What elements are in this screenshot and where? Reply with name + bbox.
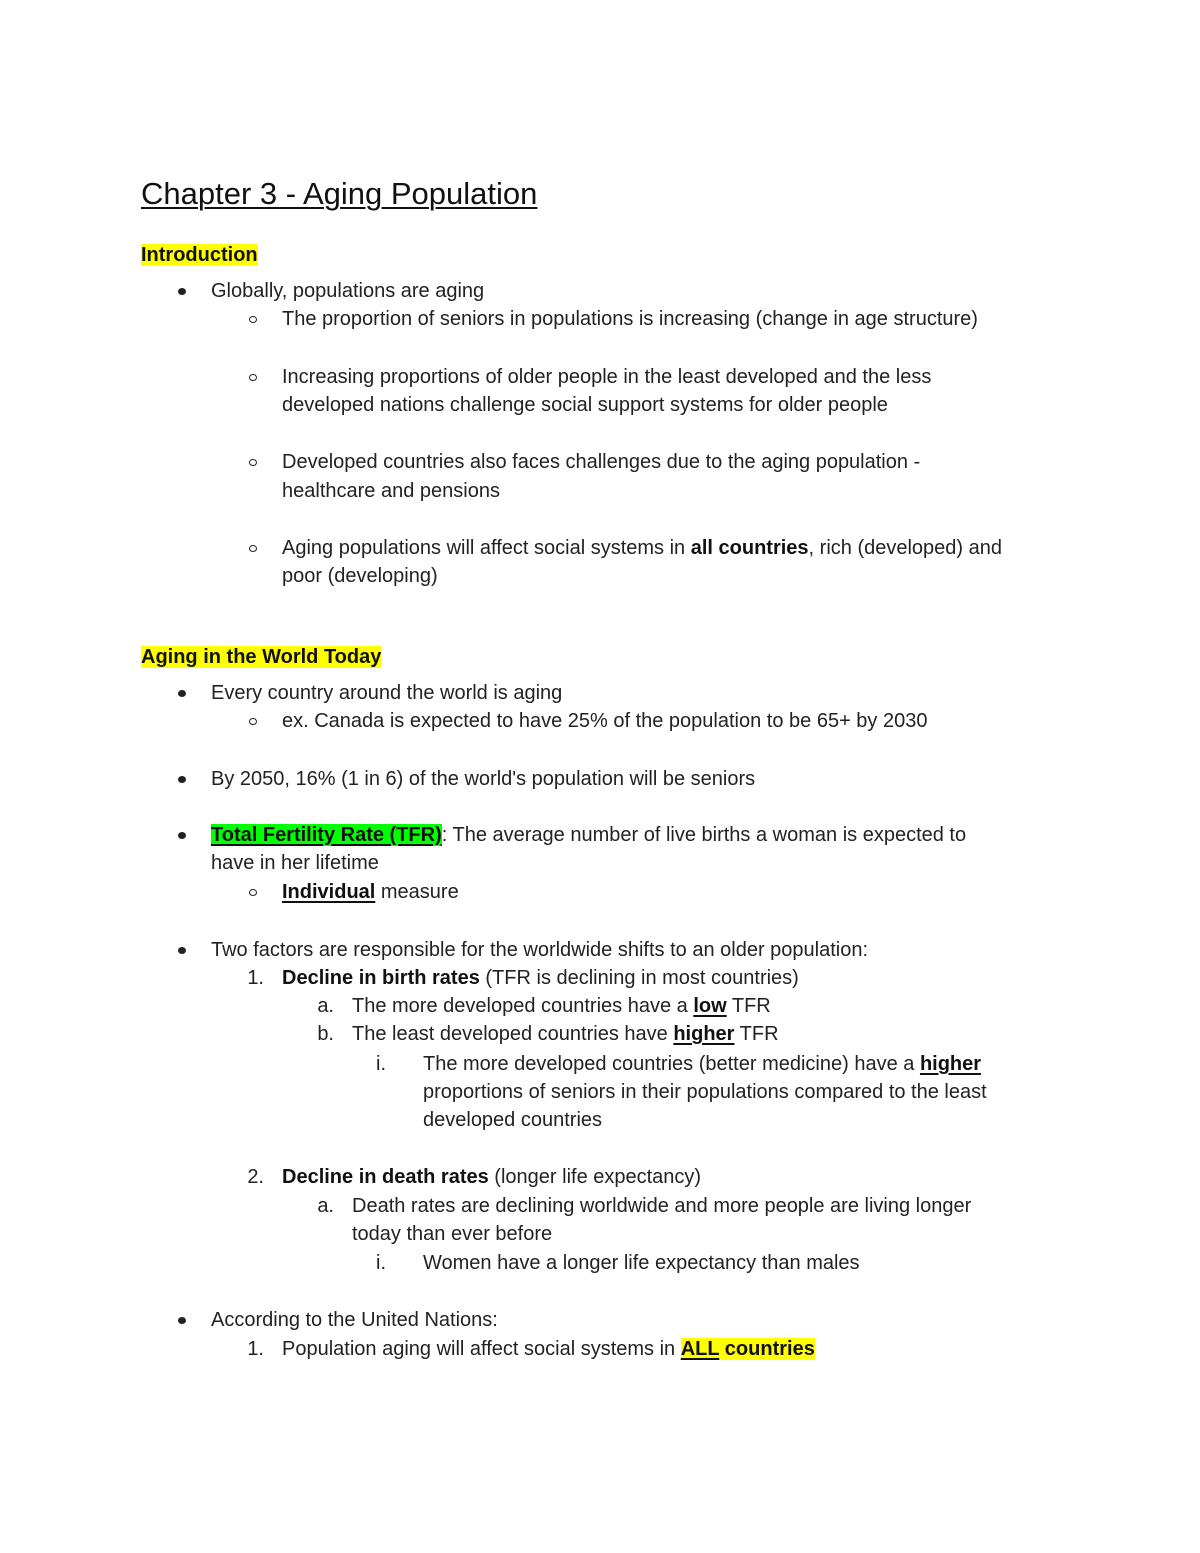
list-item: ex. Canada is expected to have 25% of the population to be 65+ by 2030 xyxy=(282,710,928,732)
sub-bullet-circle xyxy=(249,718,257,725)
list-item-continuation: have in her lifetime xyxy=(211,852,379,874)
bullet-dot xyxy=(178,832,186,839)
list-item: Aging populations will affect social systems in all countries, rich (developed) and xyxy=(282,537,1002,559)
list-item: The more developed countries (better medicine) have a higher xyxy=(423,1053,982,1075)
page-title: Chapter 3 - Aging Population xyxy=(141,176,538,211)
list-letter: b. xyxy=(317,1023,334,1045)
list-item: By 2050, 16% (1 in 6) of the world's population will be seniors xyxy=(211,768,756,790)
bullet-dot xyxy=(178,776,186,783)
list-item-continuation: developed countries xyxy=(423,1109,603,1131)
bullet-dot xyxy=(178,1317,186,1324)
list-item: Decline in birth rates (TFR is declining in most countries) xyxy=(282,967,799,989)
section-heading-aging-world: Aging in the World Today xyxy=(141,646,382,668)
list-letter: a. xyxy=(317,995,334,1017)
list-number: 2. xyxy=(247,1166,264,1188)
list-item: Women have a longer life expectancy than males xyxy=(423,1252,860,1274)
list-item: Individual measure xyxy=(282,881,459,903)
list-item: According to the United Nations: xyxy=(211,1309,498,1331)
list-item: Death rates are declining worldwide and more people are living longer xyxy=(352,1195,972,1217)
list-number: 1. xyxy=(247,967,264,989)
list-item: Population aging will affect social systems in ALL countries xyxy=(282,1338,815,1360)
list-item-continuation: poor (developing) xyxy=(282,565,438,587)
list-item: The more developed countries have a low TFR xyxy=(352,995,771,1017)
bullet-dot xyxy=(178,690,186,697)
list-item: Total Fertility Rate (TFR): The average number of live births a woman is expected to xyxy=(211,824,967,846)
list-item: Developed countries also faces challenges due to the aging population - xyxy=(282,451,921,473)
list-item-continuation: today than ever before xyxy=(352,1223,553,1245)
list-item: The proportion of seniors in populations is increasing (change in age structure) xyxy=(282,308,978,330)
emphasis-all-countries: all countries xyxy=(690,537,809,559)
list-item-continuation: healthcare and pensions xyxy=(282,480,500,502)
emphasis-individual: Individual xyxy=(282,881,376,903)
list-item-continuation: developed nations challenge social support systems for older people xyxy=(282,394,888,416)
bullet-dot xyxy=(178,288,186,295)
bullet-dot xyxy=(178,947,186,954)
list-item-continuation: proportions of seniors in their populations compared to the least xyxy=(423,1081,987,1103)
section-heading-introduction: Introduction xyxy=(141,244,258,266)
list-item: Two factors are responsible for the worldwide shifts to an older population: xyxy=(211,939,869,961)
emphasis-all-countries-highlight: ALL countries xyxy=(680,1338,815,1360)
list-number: 1. xyxy=(247,1338,264,1360)
list-item: The least developed countries have higher TFR xyxy=(352,1023,779,1045)
sub-bullet-circle xyxy=(249,889,257,896)
list-item: Decline in death rates (longer life expectancy) xyxy=(282,1166,702,1188)
list-item: Increasing proportions of older people in the least developed and the less xyxy=(282,366,932,388)
sub-bullet-circle xyxy=(249,459,257,466)
list-item: Globally, populations are aging xyxy=(211,280,485,302)
sub-bullet-circle xyxy=(249,545,257,552)
sub-bullet-circle xyxy=(249,316,257,323)
term-tfr: Total Fertility Rate (TFR) xyxy=(211,824,442,846)
list-roman: i. xyxy=(376,1252,386,1274)
list-letter: a. xyxy=(317,1195,334,1217)
list-roman: i. xyxy=(376,1053,386,1075)
sub-bullet-circle xyxy=(249,374,257,381)
list-item: Every country around the world is aging xyxy=(211,682,563,704)
